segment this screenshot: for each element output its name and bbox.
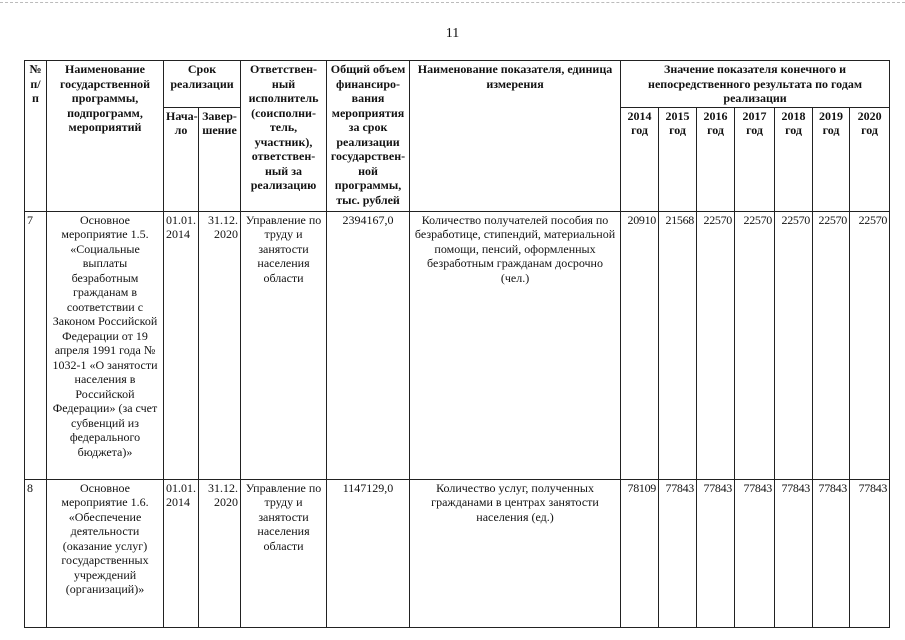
year-value: 78109	[621, 479, 659, 627]
scan-top-edge	[0, 2, 905, 5]
header-values-group: Значение показателя конечного и непосредственного результата по годам реализации	[621, 61, 890, 108]
financing-amount: 2394167,0	[327, 211, 410, 479]
end-date: 31.12. 2020	[199, 479, 241, 627]
header-year: 2016 год	[697, 107, 735, 211]
measure-name: Основное мероприятие 1.5. «Социальные выплаты безработным гражданам в соответствии с Законом Российской Федерации от 19 апреля 1991 года № 1032-1 «О занятости населения в Российской Федерации» (за счет субвенций из федерального бюджета)»	[47, 211, 164, 479]
program-table	[24, 60, 890, 628]
header-period: Срок реализации	[164, 61, 241, 108]
year-value: 77843	[697, 479, 735, 627]
header-year: 2020 год	[850, 107, 890, 211]
header-program-name: Наименование государственной программы, подпрограмм, мероприятий	[47, 61, 164, 212]
year-value: 22570	[813, 211, 850, 479]
indicator-name: Количество услуг, полученных гражданами в центрах занятости населения (ед.)	[410, 479, 621, 627]
table-row	[25, 211, 890, 479]
executor: Управление по труду и занятости населения области	[241, 479, 327, 627]
year-value: 77843	[813, 479, 850, 627]
header-executor: Ответствен-ный исполнитель (соисполни-тель, участник), ответствен-ный за реализацию	[241, 61, 327, 212]
indicator-name: Количество получателей пособия по безработице, стипендий, материальной помощи, пенсий, оформленных безработным гражданам досрочно (чел.)	[410, 211, 621, 479]
year-value: 22570	[775, 211, 813, 479]
year-value: 22570	[735, 211, 775, 479]
executor: Управление по труду и занятости населения области	[241, 211, 327, 479]
header-year: 2019 год	[813, 107, 850, 211]
year-value: 22570	[850, 211, 890, 479]
header-year: 2017 год	[735, 107, 775, 211]
header-end: Завер-шение	[199, 107, 241, 211]
header-year: 2018 год	[775, 107, 813, 211]
header-financing: Общий объем финансиро-вания мероприятия за срок реализации государствен-ной программы, тыс. рублей	[327, 61, 410, 212]
page-number: 11	[445, 26, 460, 41]
measure-name: Основное мероприятие 1.6. «Обеспечение деятельности (оказание услуг) государственных учреждений (организаций)»	[47, 479, 164, 627]
year-value: 21568	[659, 211, 697, 479]
start-date: 01.01. 2014	[164, 211, 199, 479]
row-number: 7	[25, 211, 47, 479]
year-value: 22570	[697, 211, 735, 479]
table-row	[25, 479, 890, 627]
year-value: 77843	[850, 479, 890, 627]
financing-amount: 1147129,0	[327, 479, 410, 627]
year-value: 77843	[775, 479, 813, 627]
year-value: 77843	[659, 479, 697, 627]
header-year: 2014 год	[621, 107, 659, 211]
row-number: 8	[25, 479, 47, 627]
year-value: 77843	[735, 479, 775, 627]
end-date: 31.12. 2020	[199, 211, 241, 479]
header-indicator: Наименование показателя, единица измерения	[410, 61, 621, 212]
header-year: 2015 год	[659, 107, 697, 211]
header-start: Нача-ло	[164, 107, 199, 211]
start-date: 01.01. 2014	[164, 479, 199, 627]
header-num: № п/п	[25, 61, 47, 212]
year-value: 20910	[621, 211, 659, 479]
